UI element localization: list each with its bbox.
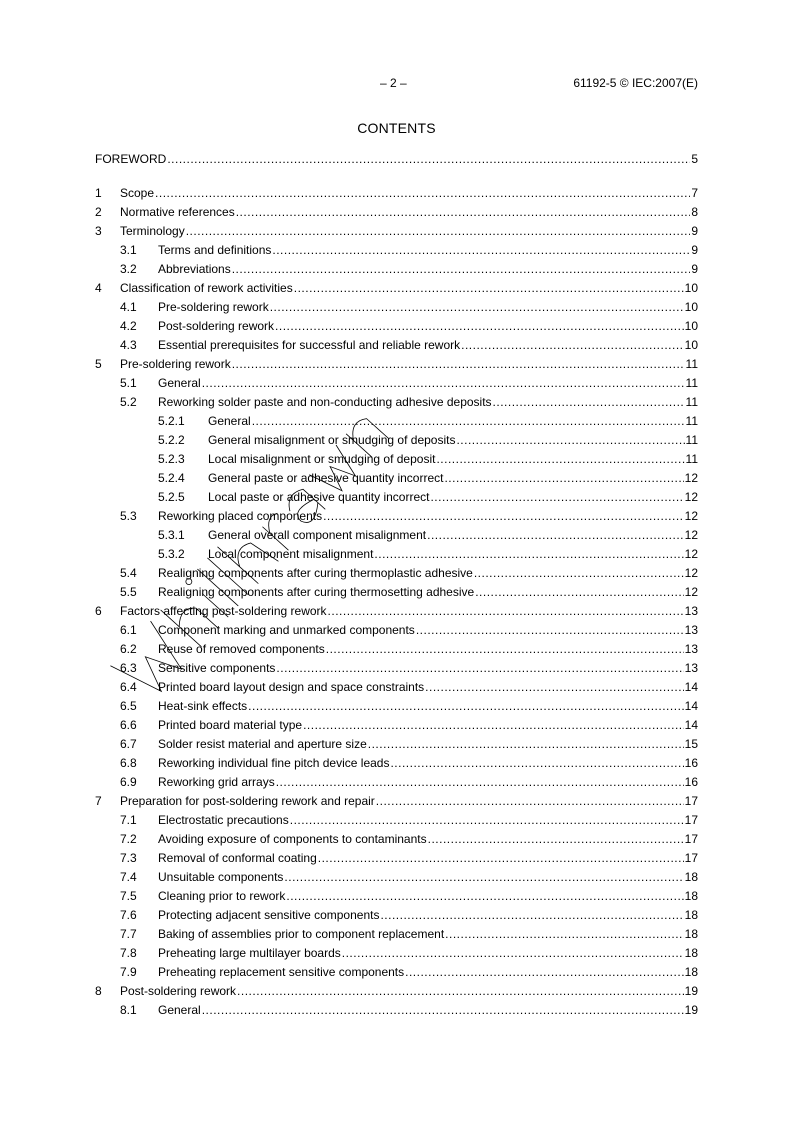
- toc-entry-number: 6.8: [120, 756, 137, 770]
- toc-entry[interactable]: [95, 925, 698, 944]
- toc-entry-title: General: [208, 414, 251, 428]
- toc-entry-page: 18: [684, 870, 698, 884]
- toc-gap: [95, 169, 698, 184]
- toc-entry[interactable]: [95, 450, 698, 469]
- toc-entry[interactable]: [95, 222, 698, 241]
- toc-entry-page: 14: [684, 680, 698, 694]
- toc-entry-number: 4: [95, 281, 102, 295]
- toc-entry[interactable]: [95, 1001, 698, 1020]
- toc-entry[interactable]: [95, 184, 698, 203]
- toc-entry-number: 5.4: [120, 566, 137, 580]
- toc-entry-number: 5.3.1: [158, 528, 185, 542]
- toc-entry-number: 6.1: [120, 623, 137, 637]
- toc-entry-number: 6.7: [120, 737, 137, 751]
- toc-entry-title: Printed board material type: [158, 718, 303, 732]
- toc-entry-title: Reworking solder paste and non-conducting adhesive deposits: [158, 395, 492, 409]
- toc-entry-number: 5.3.2: [158, 547, 185, 561]
- toc-entry[interactable]: [95, 507, 698, 526]
- toc-entry-title: Heat-sink effects: [158, 699, 248, 713]
- toc-entry-page: 11: [685, 452, 698, 466]
- toc-leader-dots: [376, 792, 684, 811]
- toc-entry[interactable]: [95, 640, 698, 659]
- toc-leader-dots: [380, 906, 683, 925]
- toc-entry[interactable]: [95, 735, 698, 754]
- toc-entry-number: 8.1: [120, 1003, 137, 1017]
- toc-entry-title: Printed board layout design and space constraints: [158, 680, 425, 694]
- toc-leader-dots: [202, 374, 685, 393]
- toc-leader-dots: [237, 982, 684, 1001]
- toc-entry-number: 6.4: [120, 680, 137, 694]
- toc-leader-dots: [405, 963, 684, 982]
- toc-leader-dots: [368, 735, 684, 754]
- toc-entry-number: 7.9: [120, 965, 137, 979]
- toc-leader-dots: [493, 393, 685, 412]
- toc-entry[interactable]: [95, 754, 698, 773]
- page-title: CONTENTS: [357, 120, 436, 136]
- toc-entry-title: Avoiding exposure of components to contaminants: [158, 832, 427, 846]
- toc-entry-page: 12: [684, 547, 698, 561]
- toc-entry-title: General: [158, 1003, 201, 1017]
- toc-entry[interactable]: [95, 488, 698, 507]
- toc-entry-number: 4.2: [120, 319, 137, 333]
- standard-reference: 61192-5 © IEC:2007(E): [573, 76, 698, 90]
- toc-entry-number: 7: [95, 794, 102, 808]
- toc-entry-title: Realigning components after curing thermosetting adhesive: [158, 585, 475, 599]
- toc-entry-page: 8: [691, 205, 698, 219]
- toc-entry-page: 17: [684, 832, 698, 846]
- toc-entry-number: 4.1: [120, 300, 137, 314]
- toc-entry[interactable]: [95, 412, 698, 431]
- toc-entry-page: 9: [691, 224, 698, 238]
- toc-entry-page: 10: [684, 300, 698, 314]
- toc-entry[interactable]: [95, 260, 698, 279]
- toc-entry-page: 19: [684, 984, 698, 998]
- toc-entry-title: Baking of assemblies prior to component replacement: [158, 927, 445, 941]
- toc-entry-title: Sensitive components: [158, 661, 276, 675]
- toc-entry-page: 12: [684, 490, 698, 504]
- toc-entry-number: 5.2.2: [158, 433, 185, 447]
- toc-entry-title: General misalignment or smudging of deposits: [208, 433, 456, 447]
- toc-entry[interactable]: [95, 545, 698, 564]
- toc-leader-dots: [276, 659, 683, 678]
- toc-leader-dots: [286, 887, 683, 906]
- toc-entry-page: 5: [691, 152, 698, 166]
- toc-entry-number: 5.2.4: [158, 471, 185, 485]
- toc-entry[interactable]: [95, 887, 698, 906]
- toc-entry[interactable]: [95, 868, 698, 887]
- toc-leader-dots: [390, 754, 683, 773]
- toc-entry[interactable]: [95, 849, 698, 868]
- toc-entry[interactable]: [95, 150, 698, 169]
- toc-leader-dots: [252, 412, 685, 431]
- toc-entry-title: Reworking grid arrays: [158, 775, 275, 789]
- toc-entry-page: 11: [685, 414, 698, 428]
- toc-entry-page: 10: [684, 338, 698, 352]
- toc-entry-page: 14: [684, 718, 698, 732]
- toc-leader-dots: [427, 526, 684, 545]
- toc-entry-title: Scope: [120, 186, 155, 200]
- toc-entry-title: Local paste or adhesive quantity incorrect: [208, 490, 430, 504]
- toc-entry-number: 7.8: [120, 946, 137, 960]
- toc-entry-title: Local misalignment or smudging of deposit: [208, 452, 436, 466]
- toc-leader-dots: [276, 773, 684, 792]
- toc-entry[interactable]: [95, 564, 698, 583]
- toc-entry[interactable]: [95, 336, 698, 355]
- toc-entry-page: 19: [684, 1003, 698, 1017]
- toc-entry[interactable]: [95, 963, 698, 982]
- toc-leader-dots: [294, 279, 684, 298]
- toc-entry-title: Pre-soldering rework: [158, 300, 269, 314]
- toc-entry[interactable]: [95, 982, 698, 1001]
- toc-entry-page: 15: [684, 737, 698, 751]
- toc-entry-page: 12: [684, 471, 698, 485]
- toc-leader-dots: [236, 203, 691, 222]
- toc-entry-number: 6.5: [120, 699, 137, 713]
- toc-entry-title: Terms and definitions: [158, 243, 272, 257]
- toc-entry-page: 11: [685, 395, 698, 409]
- toc-entry-page: 12: [684, 528, 698, 542]
- toc-entry-title: Normative references: [120, 205, 235, 219]
- toc-entry-page: 12: [684, 509, 698, 523]
- toc-entry[interactable]: [95, 621, 698, 640]
- toc-leader-dots: [475, 583, 683, 602]
- toc-leader-dots: [425, 678, 683, 697]
- toc-leader-dots: [428, 830, 684, 849]
- toc-entry-title: Electrostatic precautions: [158, 813, 289, 827]
- toc-leader-dots: [430, 488, 683, 507]
- toc-entry-title: General paste or adhesive quantity incorrect: [208, 471, 444, 485]
- toc-entry-title: FOREWORD: [95, 152, 167, 166]
- toc-entry-title: Solder resist material and aperture size: [158, 737, 367, 751]
- toc-entry[interactable]: [95, 355, 698, 374]
- toc-entry[interactable]: [95, 944, 698, 963]
- toc-leader-dots: [445, 925, 683, 944]
- toc-entry-title: Reuse of removed components: [158, 642, 325, 656]
- toc-entry-number: 6.9: [120, 775, 137, 789]
- toc-leader-dots: [444, 469, 683, 488]
- toc-entry-number: 3.1: [120, 243, 137, 257]
- toc-entry-number: 6.2: [120, 642, 137, 656]
- toc-entry-title: Abbreviations: [158, 262, 231, 276]
- toc-entry-title: Post-soldering rework: [120, 984, 237, 998]
- toc-leader-dots: [318, 849, 684, 868]
- page-number: – 2 –: [380, 76, 407, 90]
- toc-entry-page: 17: [684, 794, 698, 808]
- toc-leader-dots: [416, 621, 684, 640]
- toc-entry-title: General overall component misalignment: [208, 528, 427, 542]
- toc-entry-title: Terminology: [120, 224, 185, 238]
- toc-entry-page: 9: [691, 262, 698, 276]
- toc-entry-number: 5.2.1: [158, 414, 185, 428]
- toc-entry-number: 7.4: [120, 870, 137, 884]
- toc-entry-page: 7: [691, 186, 698, 200]
- toc-entry[interactable]: [95, 792, 698, 811]
- toc-leader-dots: [232, 260, 691, 279]
- toc-entry-title: Essential prerequisites for successful and reliable rework: [158, 338, 461, 352]
- toc-entry-page: 17: [684, 851, 698, 865]
- toc-entry-page: 11: [685, 357, 698, 371]
- toc-entry-page: 9: [691, 243, 698, 257]
- toc-entry-page: 18: [684, 927, 698, 941]
- toc-entry[interactable]: [95, 773, 698, 792]
- toc-entry-page: 16: [684, 775, 698, 789]
- toc-entry[interactable]: [95, 906, 698, 925]
- toc-leader-dots: [374, 545, 683, 564]
- toc-entry-page: 11: [685, 433, 698, 447]
- toc-leader-dots: [155, 184, 690, 203]
- toc-entry[interactable]: [95, 393, 698, 412]
- toc-entry[interactable]: [95, 716, 698, 735]
- toc-entry[interactable]: [95, 374, 698, 393]
- toc-leader-dots: [167, 150, 690, 169]
- toc-entry-title: Pre-soldering rework: [120, 357, 231, 371]
- toc-entry-page: 17: [684, 813, 698, 827]
- toc-entry-page: 13: [684, 604, 698, 618]
- toc-entry-title: Reworking placed components: [158, 509, 323, 523]
- toc-entry-title: Preparation for post-soldering rework and repair: [120, 794, 375, 808]
- toc-entry-title: Unsuitable components: [158, 870, 284, 884]
- toc-leader-dots: [436, 450, 684, 469]
- toc-entry-number: 6.6: [120, 718, 137, 732]
- toc-entry-page: 10: [684, 319, 698, 333]
- toc-entry-number: 6: [95, 604, 102, 618]
- toc-entry-title: Local component misalignment: [208, 547, 374, 561]
- toc-entry-number: 1: [95, 186, 102, 200]
- toc-leader-dots: [186, 222, 691, 241]
- toc-entry-number: 5.2: [120, 395, 137, 409]
- toc-entry-number: 5.2.5: [158, 490, 185, 504]
- toc-entry-page: 13: [684, 661, 698, 675]
- toc-leader-dots: [328, 602, 684, 621]
- toc-leader-dots: [456, 431, 684, 450]
- toc-entry-number: 3.2: [120, 262, 137, 276]
- toc-entry[interactable]: [95, 279, 698, 298]
- toc-entry-page: 16: [684, 756, 698, 770]
- toc-entry-page: 18: [684, 908, 698, 922]
- toc-entry[interactable]: [95, 298, 698, 317]
- toc-entry[interactable]: [95, 678, 698, 697]
- toc-entry-page: 18: [684, 965, 698, 979]
- toc-entry-page: 12: [684, 566, 698, 580]
- toc-leader-dots: [202, 1001, 684, 1020]
- toc-leader-dots: [275, 317, 684, 336]
- toc-entry-page: 14: [684, 699, 698, 713]
- toc-entry-title: Component marking and unmarked components: [158, 623, 415, 637]
- toc-entry-title: Post-soldering rework: [158, 319, 275, 333]
- toc-entry[interactable]: [95, 241, 698, 260]
- toc-entry[interactable]: [95, 526, 698, 545]
- toc-entry-number: 6.3: [120, 661, 137, 675]
- toc-entry-number: 7.5: [120, 889, 137, 903]
- toc-entry-number: 5: [95, 357, 102, 371]
- toc-entry[interactable]: [95, 830, 698, 849]
- toc-entry-title: Cleaning prior to rework: [158, 889, 286, 903]
- toc-entry-number: 7.1: [120, 813, 137, 827]
- toc-leader-dots: [461, 336, 684, 355]
- toc-leader-dots: [272, 241, 690, 260]
- toc-entry-page: 13: [684, 623, 698, 637]
- toc-entry-page: 18: [684, 889, 698, 903]
- toc-leader-dots: [270, 298, 684, 317]
- toc-leader-dots: [323, 507, 684, 526]
- toc-entry-number: 2: [95, 205, 102, 219]
- toc-leader-dots: [342, 944, 684, 963]
- toc-entry-title: Protecting adjacent sensitive components: [158, 908, 380, 922]
- toc-leader-dots: [290, 811, 684, 830]
- toc-entry-title: Removal of conformal coating: [158, 851, 317, 865]
- toc-entry-number: 7.2: [120, 832, 137, 846]
- toc-leader-dots: [284, 868, 683, 887]
- toc-entry-page: 13: [684, 642, 698, 656]
- toc-entry-page: 11: [685, 376, 698, 390]
- toc-entry[interactable]: [95, 659, 698, 678]
- toc-entry-number: 7.3: [120, 851, 137, 865]
- toc-leader-dots: [232, 355, 685, 374]
- toc-entry[interactable]: [95, 602, 698, 621]
- toc-entry-title: Realigning components after curing thermoplastic adhesive: [158, 566, 473, 580]
- toc-leader-dots: [326, 640, 684, 659]
- toc-entry-page: 12: [684, 585, 698, 599]
- toc-entry-title: General: [158, 376, 201, 390]
- toc-entry-page: 18: [684, 946, 698, 960]
- toc-entry[interactable]: [95, 317, 698, 336]
- toc-entry-number: 7.6: [120, 908, 137, 922]
- toc-entry-number: 5.5: [120, 585, 137, 599]
- toc-entry-title: Classification of rework activities: [120, 281, 293, 295]
- toc-entry-title: Factors affecting post-soldering rework: [120, 604, 327, 618]
- toc-entry[interactable]: [95, 583, 698, 602]
- toc-entry-number: 4.3: [120, 338, 137, 352]
- toc-entry[interactable]: [95, 431, 698, 450]
- toc-entry[interactable]: [95, 697, 698, 716]
- toc-entry-number: 5.3: [120, 509, 137, 523]
- table-of-contents: [95, 150, 698, 1020]
- toc-entry-title: Preheating replacement sensitive components: [158, 965, 405, 979]
- toc-entry-title: Preheating large multilayer boards: [158, 946, 341, 960]
- toc-entry[interactable]: [95, 469, 698, 488]
- toc-entry-number: 7.7: [120, 927, 137, 941]
- toc-entry-number: 5.1: [120, 376, 137, 390]
- toc-leader-dots: [474, 564, 684, 583]
- toc-leader-dots: [248, 697, 683, 716]
- toc-entry-page: 10: [684, 281, 698, 295]
- toc-entry-number: 3: [95, 224, 102, 238]
- toc-entry-title: Reworking individual fine pitch device leads: [158, 756, 390, 770]
- toc-entry[interactable]: [95, 203, 698, 222]
- toc-entry-number: 8: [95, 984, 102, 998]
- toc-leader-dots: [303, 716, 684, 735]
- toc-entry-number: 5.2.3: [158, 452, 185, 466]
- toc-entry[interactable]: [95, 811, 698, 830]
